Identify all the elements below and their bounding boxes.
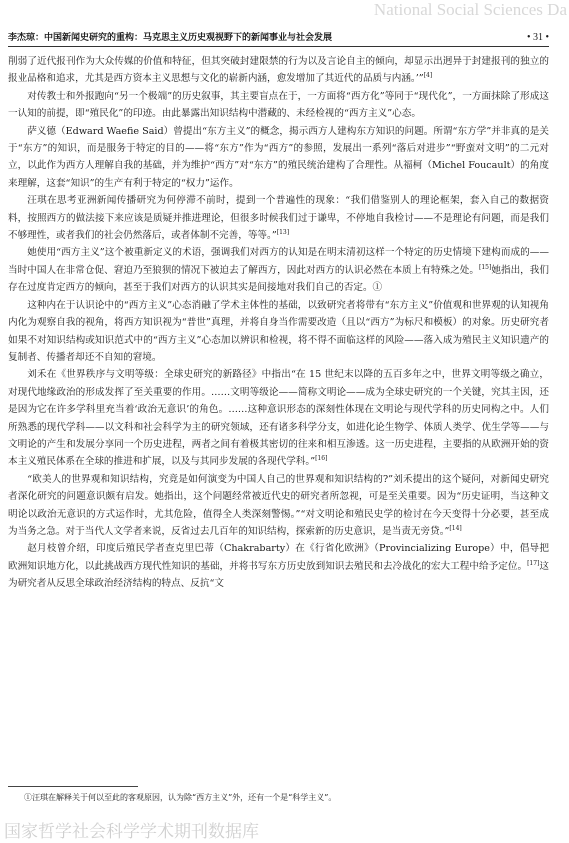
citation-ref: [13] [276, 228, 290, 236]
paragraph: 削弱了近代报刊作为大众传媒的价值和特征，但其突破封建限禁的行为以及言论自主的倾向，却显示出迥异于封建报刊的独立的报业品格和追求，尤其是西方资本主义思想与文化的崭新内涵，愈发增加了其近代的品质与内涵。’”[4] [8, 56, 549, 85]
citation-ref: [14] [449, 524, 462, 532]
citation-ref: [17] [527, 559, 540, 567]
citation-ref: [15] [479, 263, 492, 271]
watermark-bottom: 国家哲学社会科学学术期刊数据库 [4, 822, 259, 842]
footnote-divider [8, 786, 138, 787]
citation-ref: [16] [315, 455, 328, 463]
article-body [8, 53, 549, 773]
running-header [8, 30, 549, 47]
paragraph: “欧美人的世界观和知识结构，究竟是如何演变为中国人自己的世界观和知识结构的?”刘禾提出的这个疑问，对新闻史研究者深化研究的问题意识颇有启发。她指出，这个问题经常被近代史的研究者所忽视，可是至关重要。因为“历史证明，当这种文明论以政治无意识的方式运作时，尤其危险，值得全人类深刻警惕。”“对文明论和殖民史学的检讨在今天变得十分必要，甚至成为当务之急。对于当代人文学者来说，反省过去几百年的知识结构，探索新的历史意识，是当责无旁贷。”[14] [8, 473, 549, 537]
paragraph: 这种内在于认识论中的“西方主义”心态消融了学术主体性的基础，以致研究者将带有“东方主义”价值观和世界观的认知视角内化为观察自我的视角，将西方知识视为“普世”真理，并将自身当作需要改造（且以“西方”为标尺和模板）的对象。历史研究者如果不对知识结构或知识范式中的“西方主义”心态加以辨识和检视，将不得不面临这样的风险——落入成为殖民主义知识遗产的复制者、传播者却还不自知的窘境。 [8, 299, 549, 363]
watermark-top: National Social Sciences Da [373, 0, 567, 19]
paragraph: 汪琪在思考亚洲新闻传播研究为何停滞不前时，提到一个普遍性的现象：“我们借鉴别人的理论框架，套入自己的数据资料，按照西方的做法接下来应该是质疑并推进理论，但很多时候我们过于谦卑，不停地自我检讨——不是理论有问题，而是我们不够理性，或者我们的社会仍然落后，或者体制不完善，等等。”[13] [8, 195, 549, 242]
paragraph: 对传教士和外报跑向“另一个极端”的历史叙事，其主要盲点在于，一方面将“西方化”等同于“现代化”，一方面抹除了形成这一认知的前提，即“殖民化”的印迹。由此暴露出知识结构中潜藏的、未经检视的“西方主义”心态。 [8, 90, 549, 120]
page-number: • 31 • [526, 32, 549, 43]
footnote: ①汪琪在解释关于何以至此的客观原因，认为除“西方主义”外，还有一个是“科学主义”。 [24, 793, 337, 802]
citation-ref: [4] [423, 72, 433, 80]
header-title: 李杰琼：中国新闻史研究的重构：马克思主义历史观视野下的新闻事业与社会发展 [8, 33, 333, 43]
paragraph: 她使用“西方主义”这个被重新定义的术语，强调我们对西方的认知是在明末清初这样一个特定的历史情境下建构而成的——当时中国人在非常仓促、窘迫乃至狼狈的情况下被迫去了解西方，因此对西方的认识必然在本质上有特殊之处。[15]她指出，我们存在过度肯定西方的倾向，甚至于我们对西方的认识其实是间接地对我们自己的否定。① [8, 247, 549, 294]
paragraph: 赵月枝曾介绍，印度后殖民学者查克里巴蒂（Chakrabarty）在《行省化欧洲》（Provincializing Europe）中，倡导把欧洲知识地方化，以此挑战西方现代性知识的基础，并将书写东方历史放到知识去殖民和去冷战化的宏大工程中给予定位。[17]这为研究者从反思全球政治经济结构的特点、反抗“文 [8, 543, 549, 590]
paragraph: 刘禾在《世界秩序与文明等级：全球史研究的新路径》中指出“在 15 世纪末以降的五百多年之中，世界文明等级之确立，对现代地缘政治的形成发挥了至关重要的作用。……文明等级论——简称文明论——成为全球史研究的一个关键，究其主因，还是因为它在许多学科里充当着‘政治无意识’的角色。……这种意识形态的深刻性体现在文明论与现代学科的历史同构之中。人们所熟悉的现代学科——以文科和社会科学为主的研究领域，还有诸多科学分支，如进化论生物学、体质人类学、优生学等——与文明论的产生和发展分享同一个历史进程，两者之间有着极其密切的往来和相互渗透。这一历史进程，主要指的从欧洲开始的资本主义殖民体系在全球的推进和扩展，以及与其同步发展的各现代学科。”[16] [8, 369, 549, 468]
paragraph: 萨义德（Edward Waefie Said）曾提出“东方主义”的概念，揭示西方人建构东方知识的问题。所谓“东方学”并非真的是关于“东方”的知识，而是服务于特定的目的——将“东方”作为“西方”的参照，发展出一系列“落后对进步”“野蛮对文明”的二元对立，以此作为西方人理解自我的基础，并为维护“西方”对“东方”的殖民统治建构了合理性。从福柯（Michel Foucault）的角度来理解，这套“知识”的生产有利于特定的“权力”运作。 [8, 125, 549, 189]
